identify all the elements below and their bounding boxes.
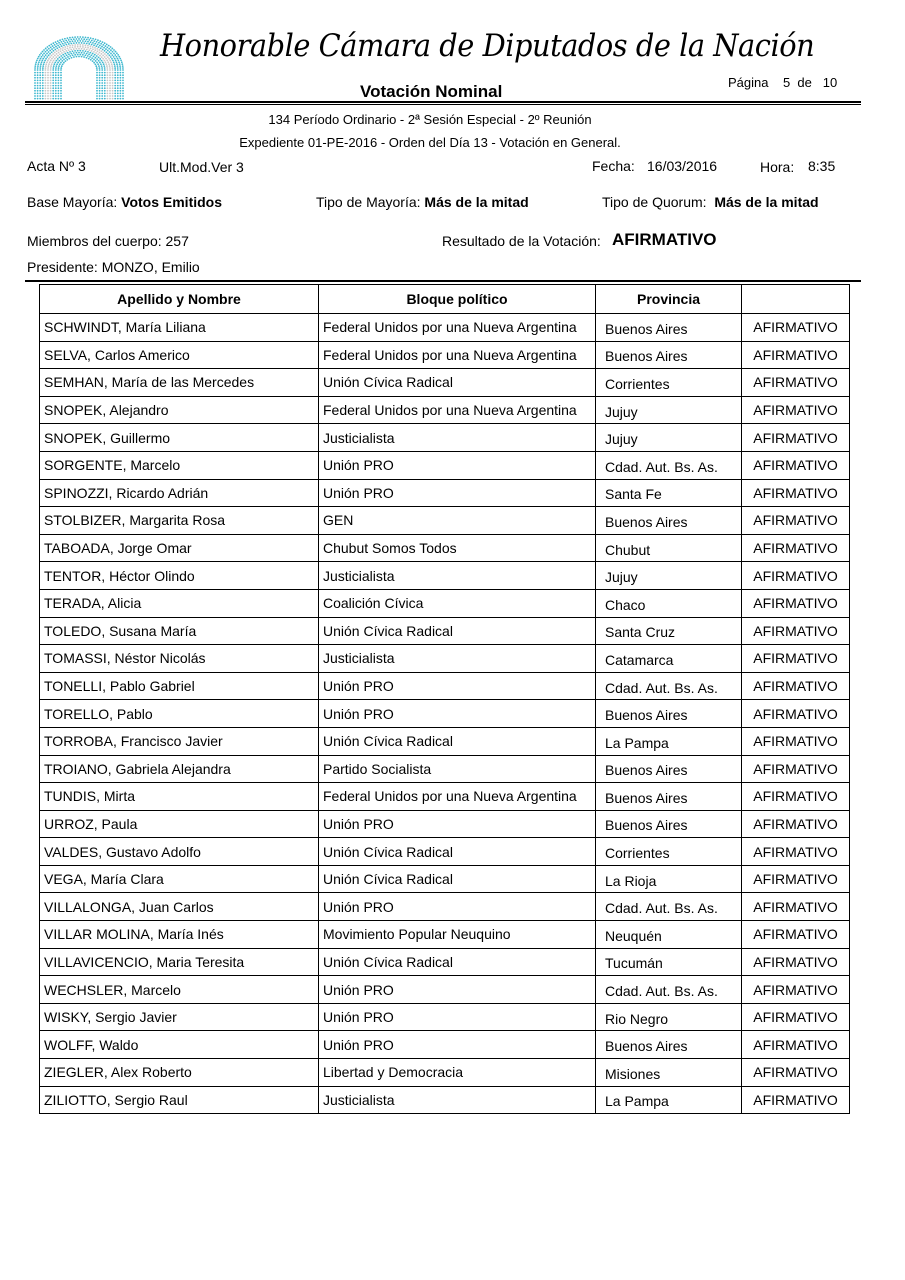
cell-voto: AFIRMATIVO <box>742 700 850 728</box>
cell-provincia: Buenos Aires <box>596 1031 742 1059</box>
cell-nombre: SELVA, Carlos Americo <box>40 341 319 369</box>
cell-nombre: TOMASSI, Néstor Nicolás <box>40 645 319 673</box>
table-row <box>40 369 850 397</box>
cell-bloque: Unión PRO <box>319 479 596 507</box>
cell-nombre: SPINOZZI, Ricardo Adrián <box>40 479 319 507</box>
cell-nombre: VEGA, María Clara <box>40 865 319 893</box>
cell-voto: AFIRMATIVO <box>742 976 850 1004</box>
cell-voto: AFIRMATIVO <box>742 341 850 369</box>
cell-provincia: Buenos Aires <box>596 314 742 342</box>
cell-voto: AFIRMATIVO <box>742 451 850 479</box>
page-indicator <box>728 75 837 90</box>
cell-provincia: Catamarca <box>596 645 742 673</box>
table-row <box>40 562 850 590</box>
cell-nombre: TERADA, Alicia <box>40 589 319 617</box>
cell-provincia: Chubut <box>596 534 742 562</box>
table-row <box>40 396 850 424</box>
cell-provincia: Corrientes <box>596 369 742 397</box>
cell-voto: AFIRMATIVO <box>742 893 850 921</box>
cell-bloque: Unión PRO <box>319 810 596 838</box>
cell-nombre: WISKY, Sergio Javier <box>40 1003 319 1031</box>
cell-nombre: TROIANO, Gabriela Alejandra <box>40 755 319 783</box>
table-row <box>40 948 850 976</box>
cell-voto: AFIRMATIVO <box>742 534 850 562</box>
table-row <box>40 341 850 369</box>
cell-bloque: Unión Cívica Radical <box>319 948 596 976</box>
cell-bloque: Federal Unidos por una Nueva Argentina <box>319 783 596 811</box>
cell-provincia: Neuquén <box>596 921 742 949</box>
cell-provincia: Buenos Aires <box>596 700 742 728</box>
cell-voto: AFIRMATIVO <box>742 672 850 700</box>
cell-provincia: Cdad. Aut. Bs. As. <box>596 451 742 479</box>
chamber-logo <box>33 36 125 102</box>
table-row <box>40 1003 850 1031</box>
cell-provincia: Cdad. Aut. Bs. As. <box>596 893 742 921</box>
table-row <box>40 1059 850 1087</box>
table-row <box>40 700 850 728</box>
cell-provincia: Cdad. Aut. Bs. As. <box>596 672 742 700</box>
table-row <box>40 479 850 507</box>
cell-bloque: Unión PRO <box>319 700 596 728</box>
ult-mod: Ult.Mod.Ver 3 <box>159 159 244 175</box>
col-voto <box>742 285 850 314</box>
cell-bloque: Unión Cívica Radical <box>319 838 596 866</box>
cell-voto: AFIRMATIVO <box>742 396 850 424</box>
cell-nombre: TUNDIS, Mirta <box>40 783 319 811</box>
cell-nombre: TENTOR, Héctor Olindo <box>40 562 319 590</box>
cell-voto: AFIRMATIVO <box>742 1086 850 1114</box>
table-row <box>40 783 850 811</box>
cell-bloque: Unión Cívica Radical <box>319 617 596 645</box>
cell-nombre: SORGENTE, Marcelo <box>40 451 319 479</box>
cell-bloque: Partido Socialista <box>319 755 596 783</box>
cell-bloque: Unión Cívica Radical <box>319 369 596 397</box>
table-row <box>40 451 850 479</box>
cell-voto: AFIRMATIVO <box>742 424 850 452</box>
cell-provincia: Cdad. Aut. Bs. As. <box>596 976 742 1004</box>
miembros: Miembros del cuerpo: 257 <box>27 233 189 249</box>
cell-voto: AFIRMATIVO <box>742 1031 850 1059</box>
table-row <box>40 534 850 562</box>
cell-bloque: GEN <box>319 507 596 535</box>
cell-bloque: Unión PRO <box>319 672 596 700</box>
cell-voto: AFIRMATIVO <box>742 369 850 397</box>
acta: Acta Nº 3 <box>27 158 86 174</box>
hora-label: Hora: <box>760 159 795 175</box>
cell-bloque: Unión PRO <box>319 976 596 1004</box>
table-row <box>40 727 850 755</box>
cell-provincia: Buenos Aires <box>596 341 742 369</box>
table-row <box>40 424 850 452</box>
cell-provincia: Santa Fe <box>596 479 742 507</box>
session-line: 134 Período Ordinario - 2ª Sesión Especial - 2º Reunión <box>268 112 592 127</box>
cell-nombre: ZILIOTTO, Sergio Raul <box>40 1086 319 1114</box>
cell-bloque: Justicialista <box>319 562 596 590</box>
doc-title: Votación Nominal <box>360 82 503 101</box>
cell-bloque: Coalición Cívica <box>319 589 596 617</box>
table-row <box>40 672 850 700</box>
cell-voto: AFIRMATIVO <box>742 589 850 617</box>
cell-nombre: TABOADA, Jorge Omar <box>40 534 319 562</box>
cell-voto: AFIRMATIVO <box>742 755 850 783</box>
cell-bloque: Libertad y Democracia <box>319 1059 596 1087</box>
cell-bloque: Federal Unidos por una Nueva Argentina <box>319 396 596 424</box>
cell-voto: AFIRMATIVO <box>742 617 850 645</box>
table-row <box>40 755 850 783</box>
cell-voto: AFIRMATIVO <box>742 948 850 976</box>
cell-voto: AFIRMATIVO <box>742 479 850 507</box>
cell-bloque: Justicialista <box>319 645 596 673</box>
presidente: Presidente: MONZO, Emilio <box>27 259 200 275</box>
cell-bloque: Unión PRO <box>319 1003 596 1031</box>
cell-voto: AFIRMATIVO <box>742 507 850 535</box>
cell-bloque: Movimiento Popular Neuquino <box>319 921 596 949</box>
cell-provincia: Santa Cruz <box>596 617 742 645</box>
cell-voto: AFIRMATIVO <box>742 1003 850 1031</box>
page-label: Página <box>728 75 769 90</box>
cell-provincia: Jujuy <box>596 396 742 424</box>
table-row <box>40 1086 850 1114</box>
votes-table <box>39 284 850 1114</box>
cell-voto: AFIRMATIVO <box>742 645 850 673</box>
cell-provincia: Misiones <box>596 1059 742 1087</box>
cell-provincia: Rio Negro <box>596 1003 742 1031</box>
table-row <box>40 865 850 893</box>
cell-provincia: Buenos Aires <box>596 755 742 783</box>
cell-nombre: SCHWINDT, María Liliana <box>40 314 319 342</box>
cell-bloque: Justicialista <box>319 424 596 452</box>
tipo-mayoria: Tipo de Mayoría: Más de la mitad <box>316 194 529 210</box>
cell-bloque: Unión PRO <box>319 451 596 479</box>
fecha-label: Fecha: <box>592 158 635 174</box>
cell-nombre: VILLAVICENCIO, Maria Teresita <box>40 948 319 976</box>
table-row <box>40 507 850 535</box>
cell-voto: AFIRMATIVO <box>742 314 850 342</box>
col-provincia: Provincia <box>596 285 742 314</box>
cell-provincia: Buenos Aires <box>596 783 742 811</box>
table-row <box>40 645 850 673</box>
table-row <box>40 976 850 1004</box>
cell-nombre: TONELLI, Pablo Gabriel <box>40 672 319 700</box>
cell-provincia: La Pampa <box>596 1086 742 1114</box>
cell-nombre: SNOPEK, Guillermo <box>40 424 319 452</box>
table-row <box>40 893 850 921</box>
cell-bloque: Federal Unidos por una Nueva Argentina <box>319 341 596 369</box>
cell-bloque: Justicialista <box>319 1086 596 1114</box>
cell-bloque: Federal Unidos por una Nueva Argentina <box>319 314 596 342</box>
cell-nombre: SNOPEK, Alejandro <box>40 396 319 424</box>
table-row <box>40 1031 850 1059</box>
table-row <box>40 810 850 838</box>
cell-provincia: La Pampa <box>596 727 742 755</box>
divider <box>25 280 861 282</box>
cell-provincia: Chaco <box>596 589 742 617</box>
table-row <box>40 589 850 617</box>
cell-nombre: SEMHAN, María de las Mercedes <box>40 369 319 397</box>
cell-provincia: Buenos Aires <box>596 507 742 535</box>
resultado: AFIRMATIVO <box>612 230 717 249</box>
cell-voto: AFIRMATIVO <box>742 727 850 755</box>
col-bloque: Bloque político <box>319 285 596 314</box>
institution-title: Honorable Cámara de Diputados de la Nación <box>160 28 815 64</box>
cell-nombre: TOLEDO, Susana María <box>40 617 319 645</box>
cell-bloque: Unión Cívica Radical <box>319 727 596 755</box>
cell-voto: AFIRMATIVO <box>742 921 850 949</box>
cell-bloque: Unión PRO <box>319 1031 596 1059</box>
cell-voto: AFIRMATIVO <box>742 1059 850 1087</box>
cell-nombre: ZIEGLER, Alex Roberto <box>40 1059 319 1087</box>
cell-nombre: TORROBA, Francisco Javier <box>40 727 319 755</box>
resultado-label: Resultado de la Votación: <box>442 233 601 249</box>
expediente-line: Expediente 01-PE-2016 - Orden del Día 13 - Votación en General. <box>239 135 621 150</box>
cell-bloque: Chubut Somos Todos <box>319 534 596 562</box>
cell-nombre: URROZ, Paula <box>40 810 319 838</box>
cell-voto: AFIRMATIVO <box>742 783 850 811</box>
cell-nombre: VILLALONGA, Juan Carlos <box>40 893 319 921</box>
divider <box>25 101 861 103</box>
cell-voto: AFIRMATIVO <box>742 838 850 866</box>
table-row <box>40 921 850 949</box>
cell-nombre: VALDES, Gustavo Adolfo <box>40 838 319 866</box>
hora: 8:35 <box>808 158 836 174</box>
cell-voto: AFIRMATIVO <box>742 810 850 838</box>
col-nombre: Apellido y Nombre <box>40 285 319 314</box>
page-of: de <box>797 75 812 90</box>
table-row <box>40 314 850 342</box>
cell-voto: AFIRMATIVO <box>742 562 850 590</box>
cell-provincia: La Rioja <box>596 865 742 893</box>
cell-nombre: STOLBIZER, Margarita Rosa <box>40 507 319 535</box>
cell-provincia: Buenos Aires <box>596 810 742 838</box>
cell-provincia: Jujuy <box>596 562 742 590</box>
base-mayoria: Base Mayoría: Votos Emitidos <box>27 194 223 210</box>
cell-provincia: Corrientes <box>596 838 742 866</box>
divider <box>25 104 861 105</box>
cell-bloque: Unión PRO <box>319 893 596 921</box>
cell-voto: AFIRMATIVO <box>742 865 850 893</box>
page-number: 5 <box>782 75 791 90</box>
tipo-quorum: Tipo de Quorum: Más de la mitad <box>602 194 819 210</box>
cell-provincia: Jujuy <box>596 424 742 452</box>
page-total: 10 <box>822 75 838 90</box>
cell-nombre: WECHSLER, Marcelo <box>40 976 319 1004</box>
cell-nombre: VILLAR MOLINA, María Inés <box>40 921 319 949</box>
cell-provincia: Tucumán <box>596 948 742 976</box>
table-row <box>40 617 850 645</box>
cell-bloque: Unión Cívica Radical <box>319 865 596 893</box>
table-row <box>40 838 850 866</box>
fecha: 16/03/2016 <box>647 158 718 174</box>
cell-nombre: TORELLO, Pablo <box>40 700 319 728</box>
cell-nombre: WOLFF, Waldo <box>40 1031 319 1059</box>
